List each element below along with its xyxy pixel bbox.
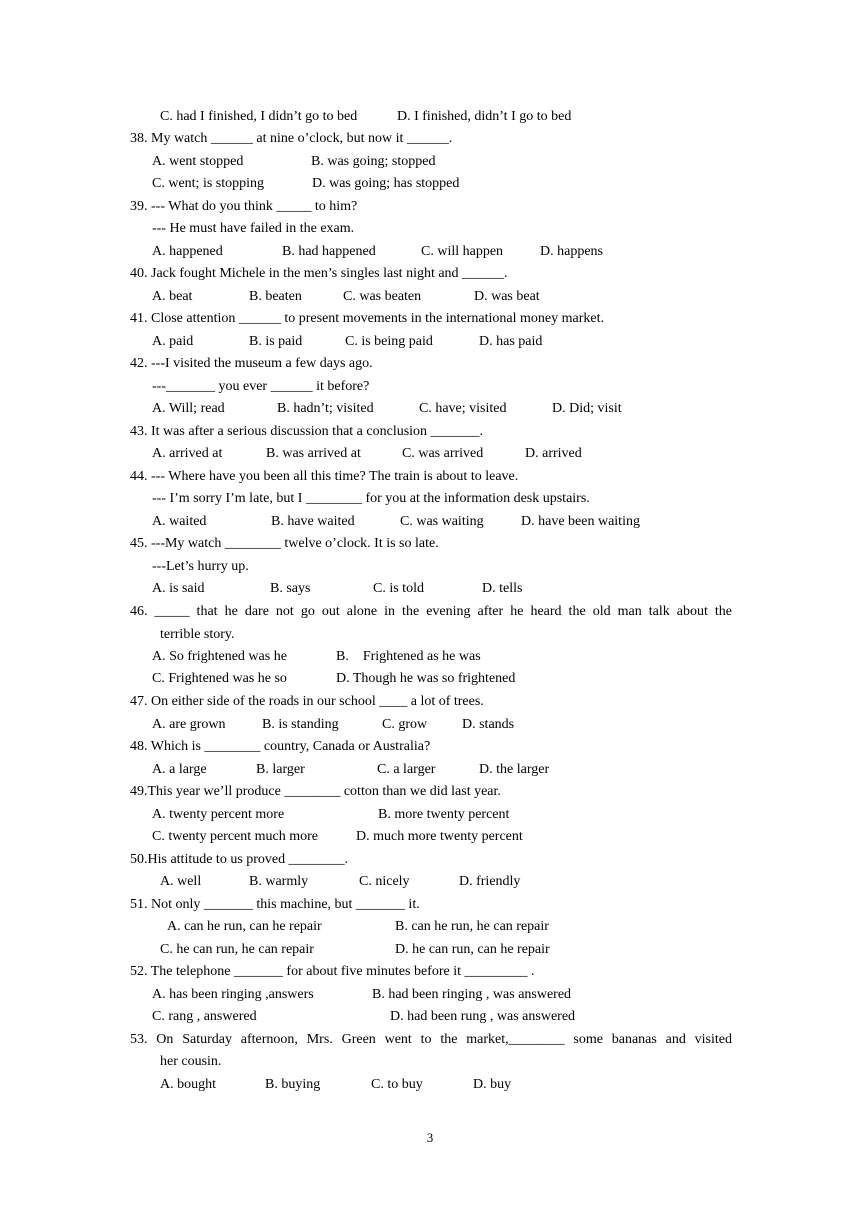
option-d: D. happens <box>540 244 603 259</box>
option-d: D. Did; visit <box>552 401 622 416</box>
option-c: C. grow <box>382 717 428 732</box>
question-46-line-2: terrible story. <box>160 627 235 642</box>
option-d: D. was going; has stopped <box>312 176 460 191</box>
option-c: C. a larger <box>377 762 436 777</box>
option-d: D. has paid <box>479 334 543 349</box>
option-a: A. twenty percent more <box>152 807 285 822</box>
option-b: B. have waited <box>271 514 355 529</box>
option-d: D. stands <box>462 717 515 732</box>
option-b: B. larger <box>256 762 305 777</box>
option-a: A. well <box>160 874 202 889</box>
option-c: C. is being paid <box>345 334 433 349</box>
option-d: D. I finished, didn’t I go to bed <box>397 109 572 124</box>
option-b: B. had happened <box>282 244 376 259</box>
option-a: A. waited <box>152 514 207 529</box>
option-a: A. can he run, can he repair <box>167 919 322 934</box>
option-c: C. will happen <box>421 244 504 259</box>
option-d: D. was beat <box>474 289 540 304</box>
question-53: 53. On Saturday afternoon, Mrs. Green went to the market,________ some bananas and visited <box>130 1032 732 1047</box>
option-d: D. arrived <box>525 446 582 461</box>
option-c: C. Frightened was he so <box>152 671 287 686</box>
option-c: C. nicely <box>359 874 410 889</box>
option-b: B. more twenty percent <box>378 807 510 822</box>
question-40: 40. Jack fought Michele in the men’s singles last night and ______. <box>130 266 508 281</box>
option-b: B. was arrived at <box>266 446 361 461</box>
option-d: D. friendly <box>459 874 521 889</box>
option-b: B. Frightened as he was <box>336 649 481 664</box>
question-43: 43. It was after a serious discussion that a conclusion _______. <box>130 424 484 439</box>
option-a: A. bought <box>160 1077 216 1092</box>
page-number: 3 <box>426 1130 434 1145</box>
question-39-line-2: --- He must have failed in the exam. <box>152 221 355 236</box>
option-d: D. buy <box>473 1077 512 1092</box>
option-c: C. is told <box>373 581 424 596</box>
option-c: C. had I finished, I didn’t go to bed <box>160 109 358 124</box>
option-a: A. a large <box>152 762 207 777</box>
option-d: D. Though he was so frightened <box>336 671 516 686</box>
option-a: A. has been ringing ,answers <box>152 987 314 1002</box>
option-b: B. is standing <box>262 717 339 732</box>
question-47: 47. On either side of the roads in our school ____ a lot of trees. <box>130 694 484 709</box>
option-c: C. to buy <box>371 1077 423 1092</box>
question-51: 51. Not only _______ this machine, but _______ it. <box>130 897 420 912</box>
option-b: B. hadn’t; visited <box>277 401 374 416</box>
option-c: C. have; visited <box>419 401 507 416</box>
option-c: C. was beaten <box>343 289 422 304</box>
option-a: A. arrived at <box>152 446 223 461</box>
question-42: 42. ---I visited the museum a few days ago. <box>130 356 373 371</box>
option-d: D. the larger <box>479 762 550 777</box>
option-a: A. happened <box>152 244 223 259</box>
option-b: B. buying <box>265 1077 321 1092</box>
option-a: A. beat <box>152 289 193 304</box>
question-44-line-2: --- I’m sorry I’m late, but I ________ for you at the information desk upstairs. <box>152 491 590 506</box>
option-a: A. is said <box>152 581 205 596</box>
option-c: C. twenty percent much more <box>152 829 319 844</box>
option-b: B. warmly <box>249 874 309 889</box>
option-a: A. So frightened was he <box>152 649 287 664</box>
option-b: B. had been ringing , was answered <box>372 987 572 1002</box>
option-a: A. went stopped <box>152 154 244 169</box>
question-53-line-2: her cousin. <box>160 1054 222 1069</box>
question-50: 50.His attitude to us proved ________. <box>130 852 349 867</box>
option-d: D. have been waiting <box>521 514 640 529</box>
option-a: A. are grown <box>152 717 226 732</box>
question-49: 49.This year we’ll produce ________ cotton than we did last year. <box>130 784 501 799</box>
question-41: 41. Close attention ______ to present movements in the international money market. <box>130 311 604 326</box>
question-44: 44. --- Where have you been all this time? The train is about to leave. <box>130 469 519 484</box>
question-42-line-2: ---_______ you ever ______ it before? <box>152 379 370 394</box>
option-b: B. beaten <box>249 289 302 304</box>
option-d: D. he can run, can he repair <box>395 942 550 957</box>
option-c: C. was waiting <box>400 514 484 529</box>
option-b: B. was going; stopped <box>311 154 436 169</box>
question-45: 45. ---My watch ________ twelve o’clock. It is so late. <box>130 536 439 551</box>
option-c: C. went; is stopping <box>152 176 265 191</box>
question-39: 39. --- What do you think _____ to him? <box>130 199 358 214</box>
option-d: D. had been rung , was answered <box>390 1009 576 1024</box>
option-a: A. Will; read <box>152 401 225 416</box>
option-c: C. was arrived <box>402 446 484 461</box>
option-b: B. can he run, he can repair <box>395 919 549 934</box>
option-c: C. rang , answered <box>152 1009 257 1024</box>
option-a: A. paid <box>152 334 194 349</box>
option-d: D. tells <box>482 581 523 596</box>
option-b: B. says <box>270 581 311 596</box>
question-46: 46. _____ that he dare not go out alone in the evening after he heard the old man talk about the <box>130 604 732 619</box>
question-52: 52. The telephone _______ for about five minutes before it _________ . <box>130 964 535 979</box>
option-d: D. much more twenty percent <box>356 829 523 844</box>
option-b: B. is paid <box>249 334 303 349</box>
question-48: 48. Which is ________ country, Canada or Australia? <box>130 739 431 754</box>
question-38: 38. My watch ______ at nine o’clock, but now it ______. <box>130 131 453 146</box>
option-c: C. he can run, he can repair <box>160 942 314 957</box>
question-45-line-2: ---Let’s hurry up. <box>152 559 249 574</box>
